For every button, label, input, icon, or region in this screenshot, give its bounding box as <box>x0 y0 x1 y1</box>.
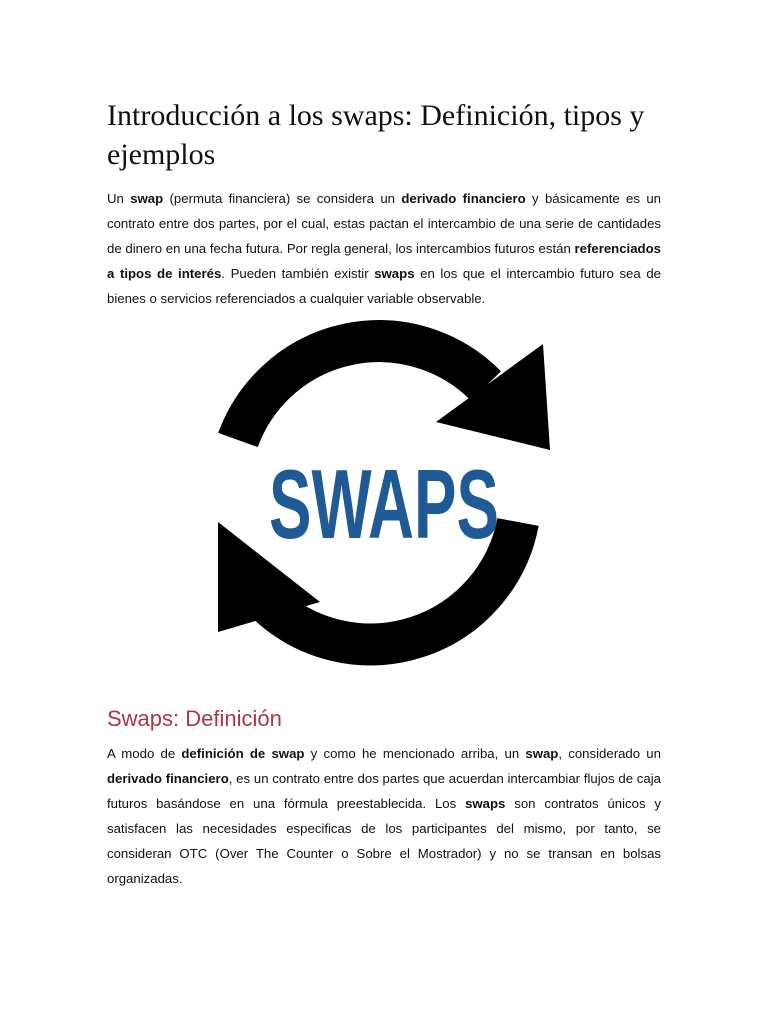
section-heading: Swaps: Definición <box>107 706 282 731</box>
intro-bold-swap: swap <box>130 191 164 206</box>
document-title: Introducción a los swaps: Definición, tipos y ejemplos <box>107 99 645 171</box>
def-text-4: , es un contrato entre dos partes que acuerdan intercambiar flujos de caja futuros basándose en una fórmula preestablecida. Los <box>107 771 661 811</box>
intro-text-5: en los que el intercambio futuro sea de bienes o servicios referenciados a cualquier variable observable. <box>107 266 662 306</box>
def-text-1: A modo de <box>107 746 182 761</box>
intro-bold-derivado: derivado financiero <box>401 191 526 206</box>
intro-text-2: (permuta financiera) se considera un <box>163 191 402 206</box>
definition-paragraph <box>107 741 661 891</box>
intro-bold-referenciados: referenciados a tipos de interés <box>107 241 661 281</box>
swaps-cycle-graphic <box>198 302 560 682</box>
def-bold-derivado: derivado financiero <box>107 771 229 786</box>
intro-bold-swaps: swaps <box>374 266 415 281</box>
intro-text-3: y básicamente es un contrato entre dos partes, por el cual, estas pactan el intercambio de una serie de cantidades de dinero en una fecha futura. Por regla general, los intercambios futuros están <box>107 191 661 256</box>
upper-arrow-arc <box>238 341 486 440</box>
def-bold-swap: swap <box>525 746 559 761</box>
intro-text-4: . Pueden también existir <box>221 266 375 281</box>
def-text-2: y como he mencionado arriba, un <box>304 746 526 761</box>
swaps-label: SWAPS <box>269 449 499 559</box>
document-body <box>107 96 661 311</box>
def-text-3: , considerado un <box>558 746 661 761</box>
intro-text-1: Un <box>107 191 131 206</box>
def-bold-definicion: definición de swap <box>181 746 305 761</box>
section-body <box>107 741 661 891</box>
swaps-figure <box>198 302 560 682</box>
intro-paragraph <box>107 186 661 311</box>
def-bold-swaps: swaps <box>465 796 506 811</box>
def-text-5: son contratos únicos y satisfacen las necesidades especificas de los participantes del mismo, por tanto, se consideran OTC (Over The Counter o Sobre el Mostrador) y no se transan en bolsas organizadas. <box>107 796 661 886</box>
